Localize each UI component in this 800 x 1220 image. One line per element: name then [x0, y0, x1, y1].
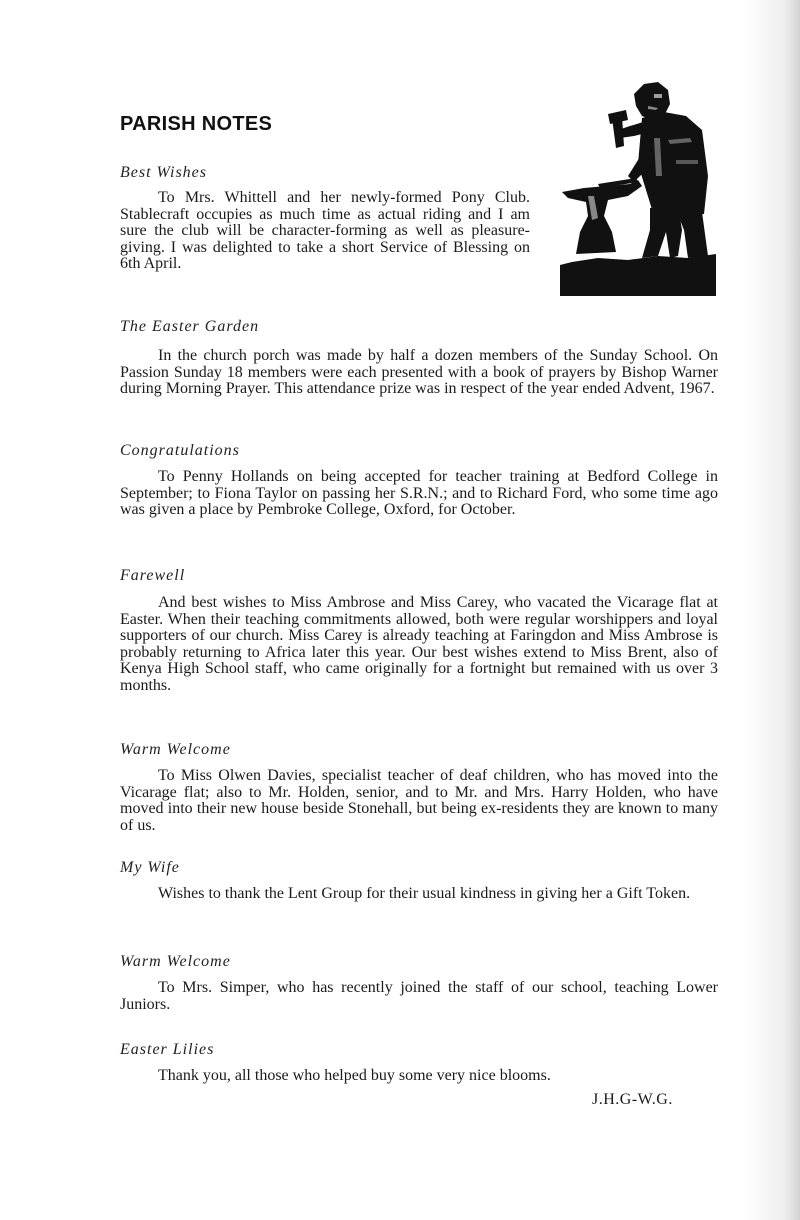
- section-title: Best Wishes: [120, 164, 207, 181]
- section-title: Warm Welcome: [120, 741, 231, 758]
- section-text: Wishes to thank the Lent Group for their usual kindness in giving her a Gift Token.: [158, 885, 691, 902]
- section-title: Farewell: [120, 567, 186, 584]
- section-text: To Mrs. Simper, who has recently joined the staff of our school, teaching Lower Juniors.: [120, 979, 718, 1013]
- section-title: Easter Lilies: [120, 1041, 215, 1058]
- section-title: Congratulations: [120, 442, 240, 459]
- section-text: Thank you, all those who helped buy some very nice blooms.: [158, 1067, 551, 1084]
- section-text: To Miss Olwen Davies, specialist teacher of deaf children, who has moved into the Vicarage flat; also to Mr. Holden, senior, and to Mr. and Mrs. Harry Holden, who have moved into their new house beside Stonehall, but being ex-residents they are known to many of us.: [120, 767, 718, 834]
- signature: J.H.G-W.G.: [592, 1091, 673, 1108]
- section-text: In the church porch was made by half a dozen members of the Sunday School. On Passion Sunday 18 members were each presented with a book of prayers by Bishop Warner during Morning Prayer. This attendance prize was in respect of the year ended Advent, 1967.: [120, 347, 718, 398]
- section-title: Warm Welcome: [120, 953, 231, 970]
- page-title: PARISH NOTES: [120, 113, 273, 135]
- section-title: My Wife: [120, 859, 180, 876]
- blacksmith-woodcut-icon: [558, 80, 718, 298]
- section-title: The Easter Garden: [120, 318, 260, 335]
- section-text: To Mrs. Whittell and her newly-formed Pony Club. Stablecraft occupies as much time as actual riding and I am sure the club will be character-forming as well as pleasure-giving. I was delighted to take a short Service of Blessing on 6th April.: [120, 189, 530, 273]
- page-edge-shadow: [745, 0, 800, 1220]
- section-text: To Penny Hollands on being accepted for teacher training at Bedford College in September; to Fiona Taylor on passing her S.R.N.; and to Richard Ford, who some time ago was given a place by Pembroke College, Oxford, for October.: [120, 468, 718, 519]
- section-text: And best wishes to Miss Ambrose and Miss Carey, who vacated the Vicarage flat at Easter. When their teaching commitments allowed, both were regular worshippers and loyal supporters of our church. Miss Carey is already teaching at Faringdon and Miss Ambrose is probably returning to Africa later this year. Our best wishes extend to Miss Brent, also of Kenya High School staff, who came originally for a fortnight but remained with us over 3 months.: [120, 594, 718, 694]
